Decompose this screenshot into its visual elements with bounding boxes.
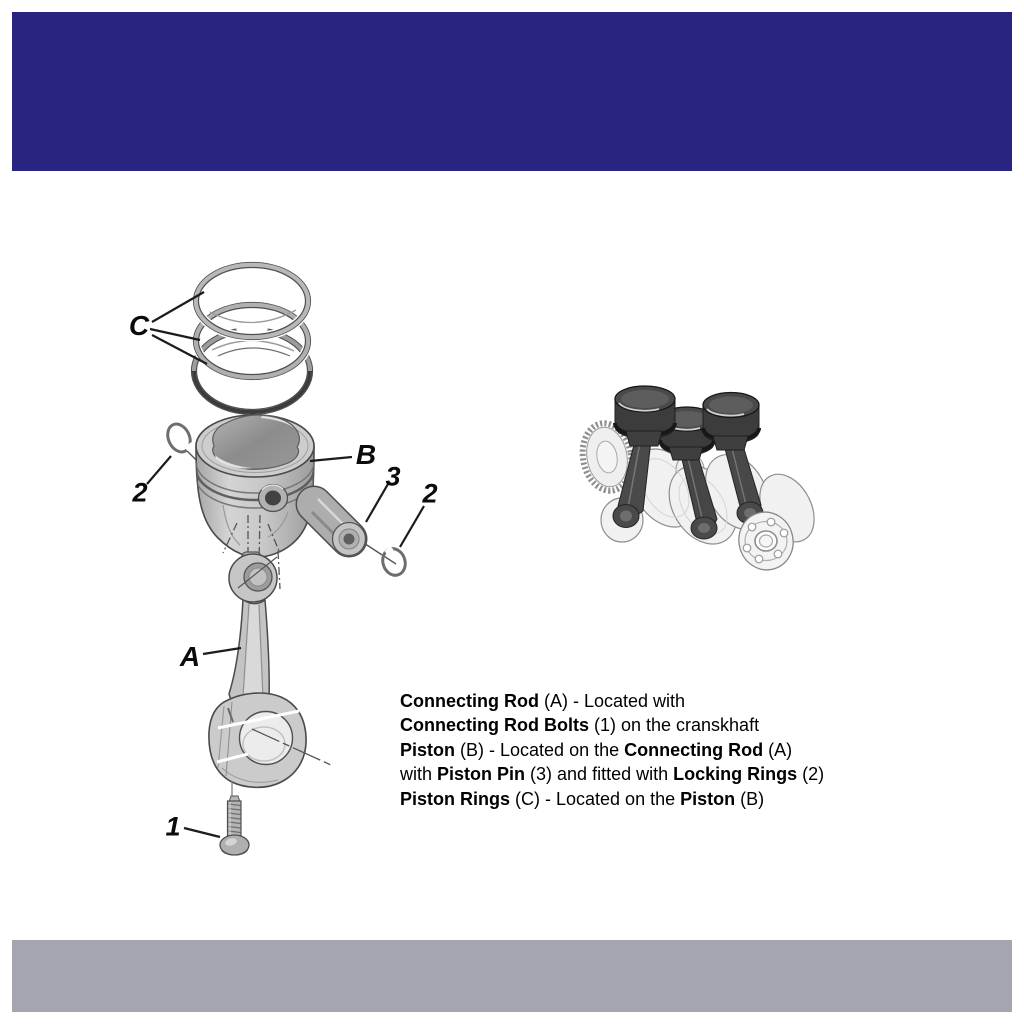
label-piston-pin: 3 [385,461,401,492]
caption-line: Piston Rings (C) - Located on the Piston (B) [400,788,765,809]
piston-pin-illustration [312,484,388,556]
label-connecting-rod-bolt: 1 [165,811,181,842]
caption-line: Connecting Rod Bolts (1) on the cranskhaft [400,715,760,736]
locking-ring-right-illustration [379,506,424,578]
bolt-illustration [184,781,249,855]
caption-line: Connecting Rod (A) - Located with [400,691,686,711]
crankshaft-assembly-illustration [577,386,825,576]
caption-line: Piston (B) - Located on the Connecting Rod (A) [400,739,793,760]
label-locking-ring-right: 2 [422,478,438,509]
caption-line: with Piston Pin (3) and fitted with Locking Rings (2) [400,764,825,785]
label-connecting-rod: A [179,641,201,672]
caption [400,689,824,811]
label-piston: B [355,439,377,470]
connecting-rod-illustration [203,552,331,787]
piston-rings-illustration [150,263,313,415]
label-locking-ring-left: 2 [132,477,148,508]
label-piston-rings: C [128,310,150,341]
